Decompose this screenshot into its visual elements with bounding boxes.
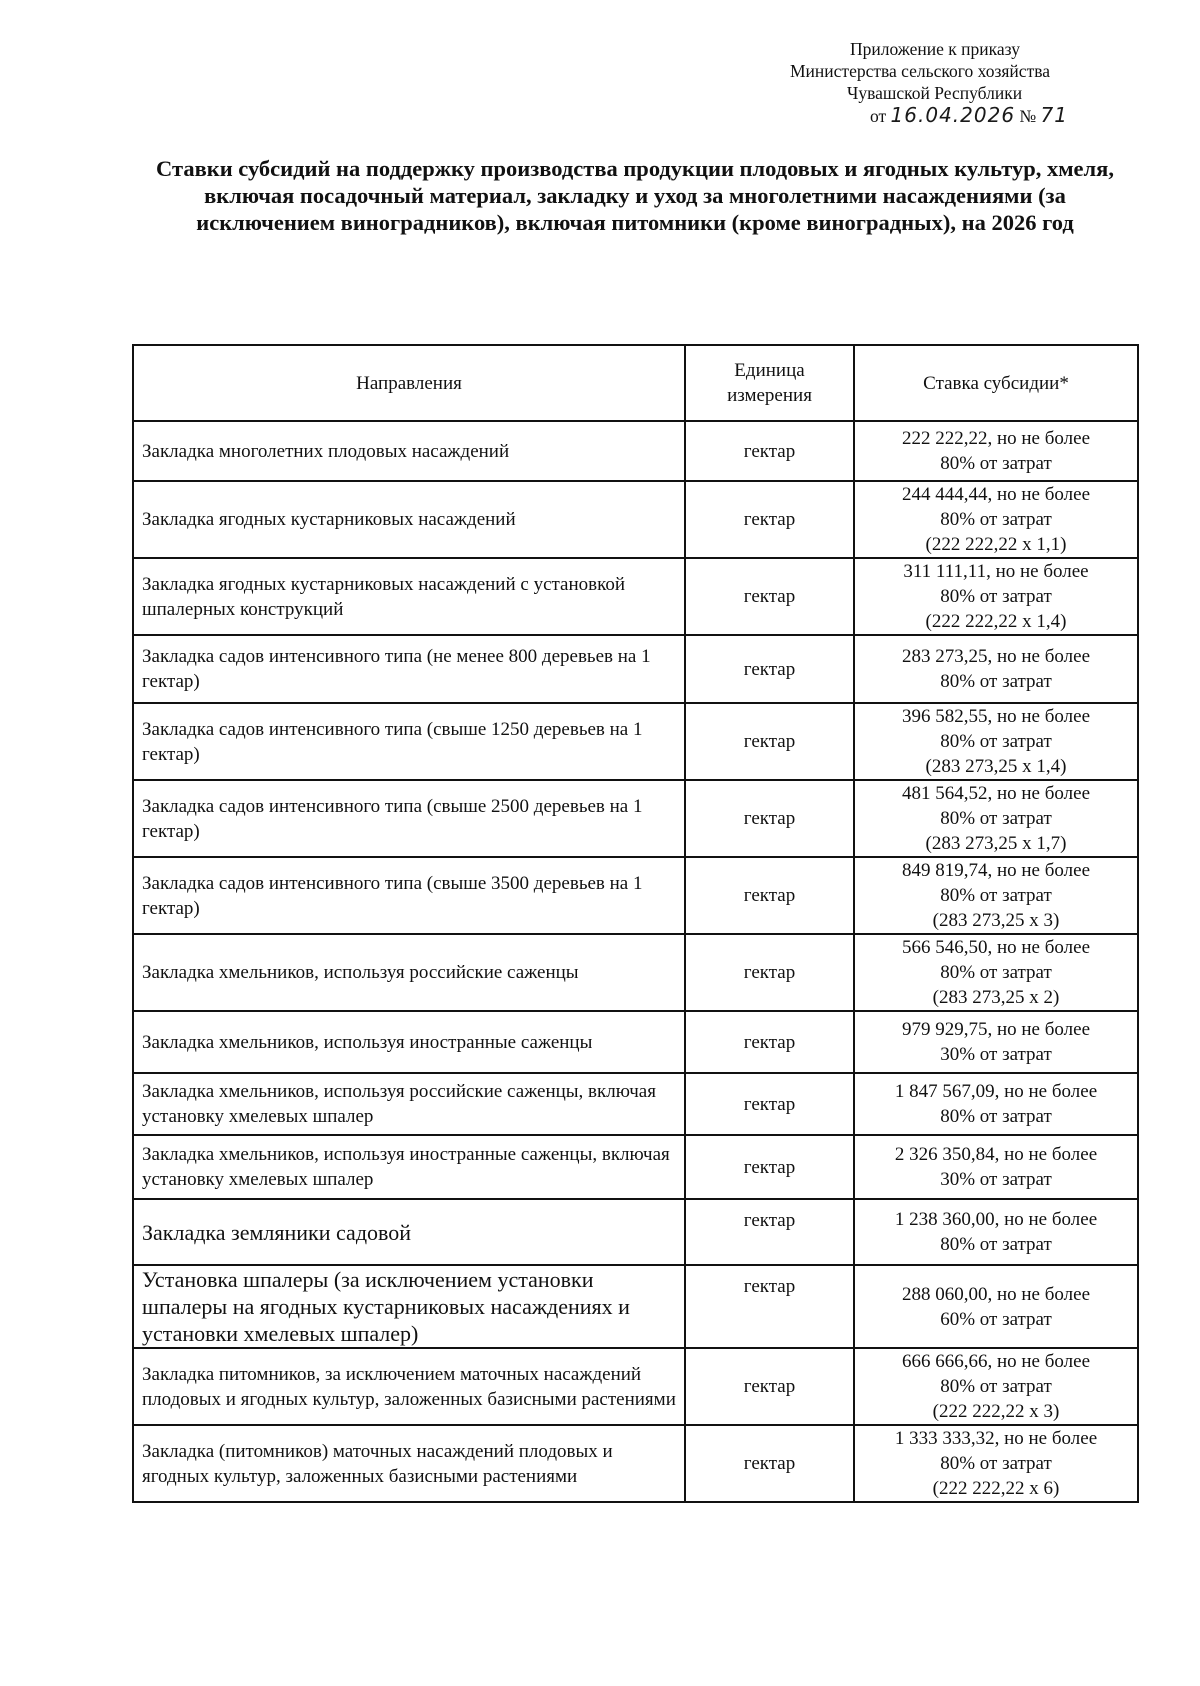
table-row <box>133 1135 1138 1199</box>
row-direction: Закладка ягодных кустарниковых насаждений с установкой шпалерных конструкций <box>133 558 685 635</box>
row-rate <box>854 421 1138 481</box>
row-rate <box>854 857 1138 934</box>
row-unit: гектар <box>685 421 854 481</box>
rate-line: 80% от затрат <box>940 509 1052 530</box>
row-rate <box>854 635 1138 703</box>
rate-line: 222 222,22, но не более <box>901 428 1091 449</box>
rate-line: (222 222,22 х 1,4) <box>925 611 1067 632</box>
rate-line: 80% от затрат <box>940 731 1052 752</box>
row-direction: Закладка садов интенсивного типа (свыше 2500 деревьев на 1 гектар) <box>133 780 685 857</box>
rate-line: 80% от затрат <box>940 808 1052 829</box>
table-row <box>133 934 1138 1011</box>
table-row <box>133 1199 1138 1265</box>
rate-line: (283 273,25 х 3) <box>932 910 1060 931</box>
rate-line: 1 847 567,09, но не более <box>894 1081 1098 1102</box>
row-unit: гектар <box>685 934 854 1011</box>
rate-line: 80% от затрат <box>940 453 1052 474</box>
rate-line: 80% от затрат <box>940 1106 1052 1127</box>
rate-line: 979 929,75, но не более <box>901 1019 1091 1040</box>
row-rate <box>854 703 1138 780</box>
rate-line: 283 273,25, но не более <box>901 646 1091 667</box>
table-body <box>133 421 1138 1502</box>
rate-line: 80% от затрат <box>940 1234 1052 1255</box>
document-title: Ставки субсидий на поддержку производства продукции плодовых и ягодных культур, хмеля, включая посадочный материал, закладку и уход за многолетними насаждениями (за исключением виноградников), включая питомники (кроме виноградных), на 2026 год <box>156 156 1114 235</box>
row-unit: гектар <box>685 1199 854 1265</box>
rate-line: 1 238 360,00, но не более <box>894 1209 1098 1230</box>
rate-line: (222 222,22 х 3) <box>932 1401 1060 1422</box>
row-direction: Закладка многолетних плодовых насаждений <box>133 421 685 481</box>
table-row <box>133 1425 1138 1502</box>
row-rate <box>854 1199 1138 1265</box>
table-row <box>133 1265 1138 1348</box>
rate-line: 80% от затрат <box>940 586 1052 607</box>
row-rate <box>854 934 1138 1011</box>
appendix-line-1: Приложение к приказу <box>850 39 1020 59</box>
row-unit: гектар <box>685 1135 854 1199</box>
row-direction: Закладка садов интенсивного типа (свыше 3500 деревьев на 1 гектар) <box>133 857 685 934</box>
table-row <box>133 780 1138 857</box>
rate-line: 244 444,44, но не более <box>901 484 1091 505</box>
rate-line: (283 273,25 х 2) <box>932 987 1060 1008</box>
rate-line: (222 222,22 х 1,1) <box>925 534 1067 555</box>
rate-line: 566 546,50, но не более <box>901 937 1091 958</box>
rate-line: (283 273,25 х 1,7) <box>925 833 1067 854</box>
row-direction: Закладка хмельников, используя российские саженцы, включая установку хмелевых шпалер <box>133 1073 685 1135</box>
rate-line: (222 222,22 х 6) <box>932 1478 1060 1499</box>
rate-line: 30% от затрат <box>940 1169 1052 1190</box>
rate-line: 80% от затрат <box>940 1453 1052 1474</box>
row-unit: гектар <box>685 857 854 934</box>
number-prefix: № <box>1019 106 1037 126</box>
rate-line: (283 273,25 х 1,4) <box>925 756 1067 777</box>
row-rate <box>854 558 1138 635</box>
rate-line: 311 111,11, но не более <box>903 561 1089 582</box>
appendix-line-2: Министерства сельского хозяйства <box>790 61 1051 81</box>
table-row <box>133 635 1138 703</box>
date-prefix: от <box>870 106 887 126</box>
row-rate <box>854 1348 1138 1425</box>
rate-line: 481 564,52, но не более <box>901 783 1091 804</box>
header-unit: Единица измерения <box>685 345 854 421</box>
rate-line: 396 582,55, но не более <box>901 706 1091 727</box>
row-unit: гектар <box>685 1265 854 1348</box>
row-direction: Закладка хмельников, используя иностранные саженцы, включая установку хмелевых шпалер <box>133 1135 685 1199</box>
row-unit: гектар <box>685 703 854 780</box>
row-unit: гектар <box>685 1073 854 1135</box>
rate-line: 80% от затрат <box>940 1376 1052 1397</box>
row-direction: Закладка садов интенсивного типа (свыше 1250 деревьев на 1 гектар) <box>133 703 685 780</box>
rate-line: 288 060,00, но не более <box>901 1283 1091 1305</box>
table-row <box>133 1073 1138 1135</box>
row-unit: гектар <box>685 780 854 857</box>
row-rate <box>854 1265 1138 1348</box>
row-rate <box>854 1135 1138 1199</box>
row-direction: Закладка земляники садовой <box>133 1199 685 1265</box>
row-unit: гектар <box>685 558 854 635</box>
row-direction: Закладка (питомников) маточных насаждений плодовых и ягодных культур, заложенных базисными растениями <box>133 1425 685 1502</box>
rate-line: 30% от затрат <box>940 1044 1052 1065</box>
row-rate <box>854 1073 1138 1135</box>
appendix-line-3: Чувашской Республики <box>847 83 1023 103</box>
table-row <box>133 421 1138 481</box>
row-direction: Установка шпалеры (за исключением установки шпалеры на ягодных кустарниковых насаждениях и установки хмелевых шпалер) <box>133 1265 685 1348</box>
header-rate: Ставка субсидии* <box>854 345 1138 421</box>
row-rate <box>854 481 1138 558</box>
row-rate <box>854 780 1138 857</box>
handwritten-number: 71 <box>1040 103 1068 127</box>
rate-line: 849 819,74, но не более <box>901 860 1091 881</box>
row-direction: Закладка питомников, за исключением маточных насаждений плодовых и ягодных культур, заложенных базисными растениями <box>133 1348 685 1425</box>
rate-line: 2 326 350,84, но не более <box>894 1144 1098 1165</box>
subsidy-rates-table <box>132 344 1139 1503</box>
row-direction: Закладка ягодных кустарниковых насаждений <box>133 481 685 558</box>
table-row <box>133 1348 1138 1425</box>
rate-line: 666 666,66, но не более <box>901 1351 1091 1372</box>
row-unit: гектар <box>685 1425 854 1502</box>
rate-line: 80% от затрат <box>940 885 1052 906</box>
row-unit: гектар <box>685 1348 854 1425</box>
table-row <box>133 1011 1138 1073</box>
rate-line: 60% от затрат <box>940 1308 1052 1330</box>
row-rate <box>854 1011 1138 1073</box>
handwritten-date: 16.04.2026 <box>890 103 1016 127</box>
appendix-header <box>790 38 1120 127</box>
row-rate <box>854 1425 1138 1502</box>
appendix-date-line <box>790 104 1120 127</box>
table-row <box>133 558 1138 635</box>
header-direction: Направления <box>133 345 685 421</box>
table-row <box>133 857 1138 934</box>
rate-line: 80% от затрат <box>940 962 1052 983</box>
rate-line: 80% от затрат <box>940 671 1052 692</box>
row-unit: гектар <box>685 1011 854 1073</box>
table-row <box>133 703 1138 780</box>
row-direction: Закладка хмельников, используя иностранные саженцы <box>133 1011 685 1073</box>
row-unit: гектар <box>685 481 854 558</box>
row-direction: Закладка садов интенсивного типа (не менее 800 деревьев на 1 гектар) <box>133 635 685 703</box>
table-header-row <box>133 345 1138 421</box>
rate-line: 1 333 333,32, но не более <box>894 1428 1098 1449</box>
row-direction: Закладка хмельников, используя российские саженцы <box>133 934 685 1011</box>
row-unit: гектар <box>685 635 854 703</box>
table-row <box>133 481 1138 558</box>
